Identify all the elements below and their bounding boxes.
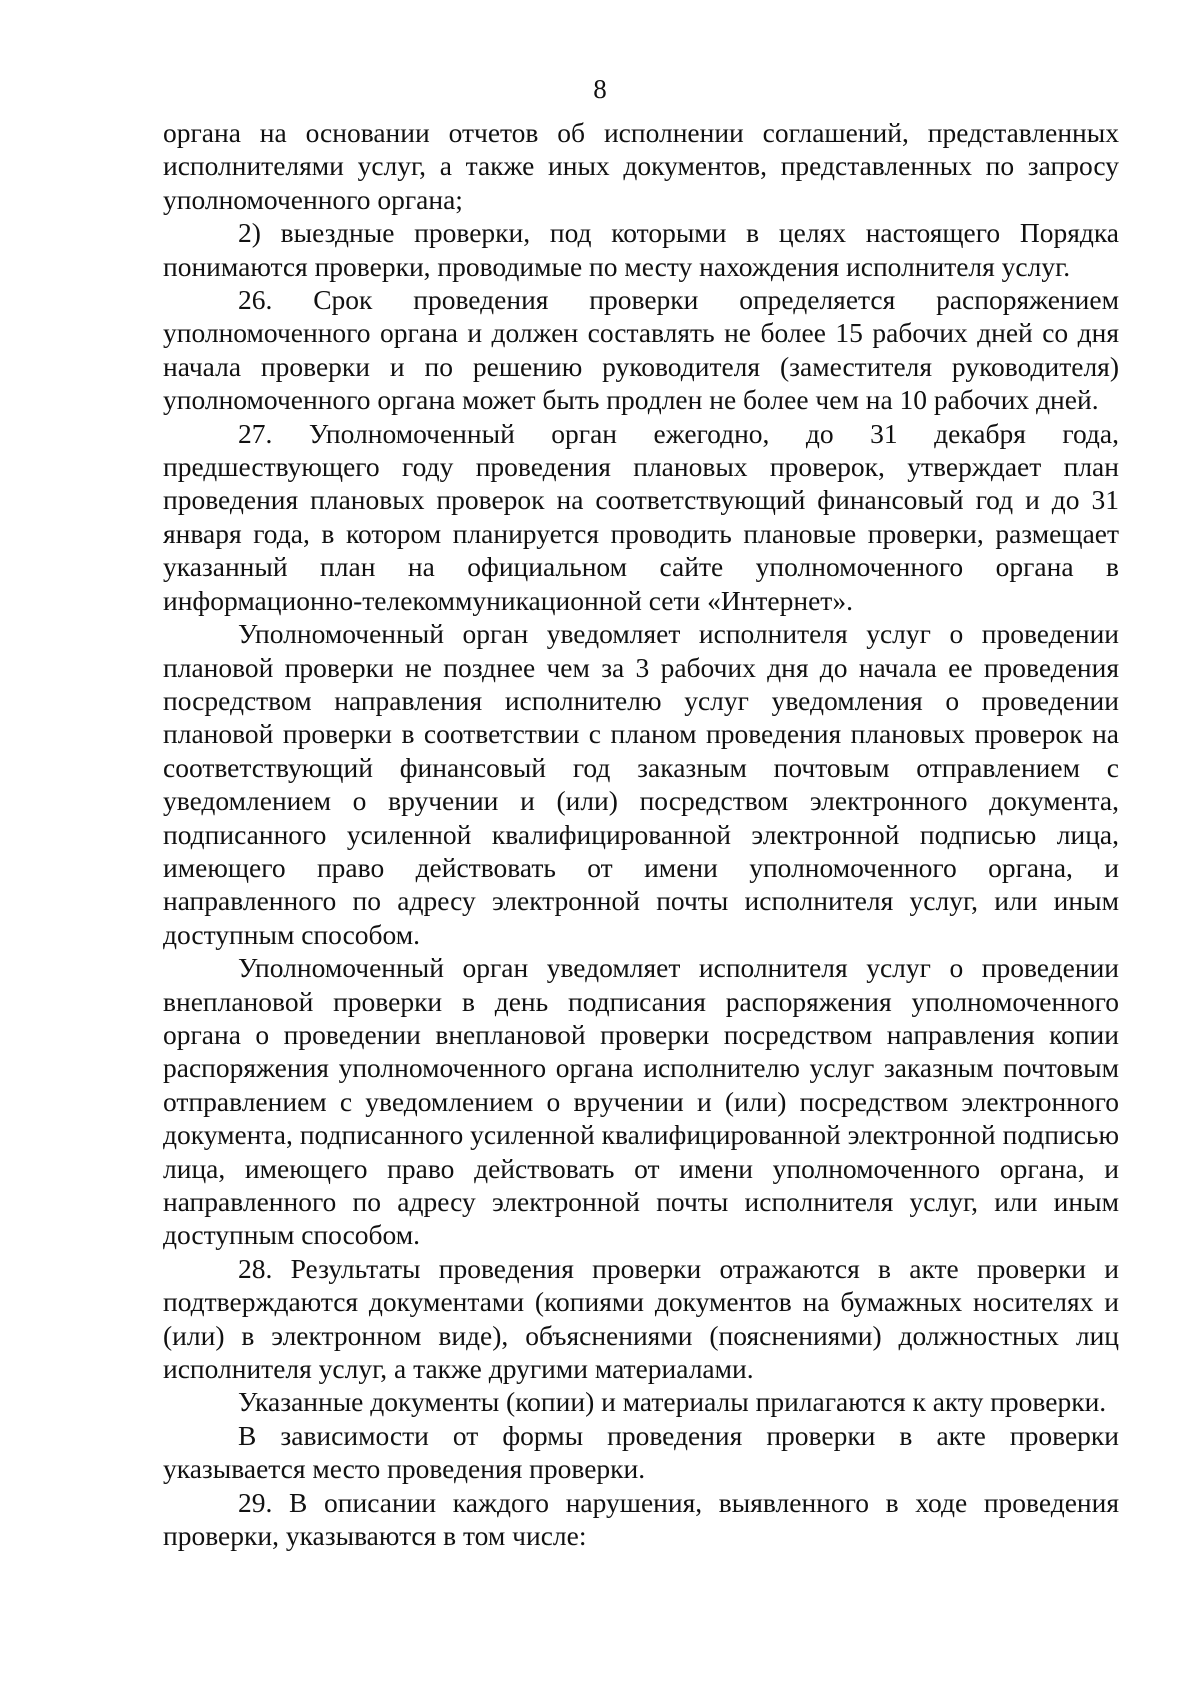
paragraph-26-inspection-term: 26. Срок проведения проверки определяется распоряжением уполномоченного органа и должен составлять не более 15 рабочих дней со дня начала проверки и по решению руководителя (заместителя руководителя) уполномоченного органа может быть продлен не более чем на 10 рабочих дней.: [163, 284, 1119, 416]
page-number: 8: [593, 74, 607, 104]
paragraph-inspection-place: В зависимости от формы проведения проверки в акте проверки указывается место проведения проверки.: [163, 1419, 1119, 1485]
paragraph-unplanned-inspection-notice: Уполномоченный орган уведомляет исполнителя услуг о проведении внеплановой проверки в день подписания распоряжения уполномоченного органа о проведении внеплановой проверки посредством направления копии распоряжения уполномоченного органа исполнителю услуг заказным почтовым отправлением с уведомлением о вручении и (или) посредством электронного документа, подписанного усиленной квалифицированной электронной подписью лица, имеющего право действовать от имени уполномоченного органа, и направленного по адресу электронной почты исполнителя услуг, или иным доступным способом.: [163, 952, 1119, 1251]
paragraph-attached-documents: Указанные документы (копии) и материалы прилагаются к акту проверки.: [238, 1386, 1107, 1418]
paragraph-continuation: органа на основании отчетов об исполнении соглашений, представленных исполнителями услуг, а также иных документов, представленных по запросу уполномоченного органа;: [163, 117, 1119, 215]
paragraph-28-inspection-results: 28. Результаты проведения проверки отражаются в акте проверки и подтверждаются документами (копиями документов на бумажных носителях и (или) в электронном виде), объяснениями (пояснениями) должностных лиц исполнителя услуг, а также другими материалами.: [163, 1252, 1119, 1385]
paragraph-onsite-inspections: 2) выездные проверки, под которыми в целях настоящего Порядка понимаются проверки, проводимые по месту нахождения исполнителя услуг.: [163, 217, 1119, 282]
paragraph-29-violation-description: 29. В описании каждого нарушения, выявленного в ходе проведения проверки, указываются в том числе:: [163, 1486, 1119, 1552]
document-body: [163, 116, 1119, 1552]
paragraph-27-annual-plan: 27. Уполномоченный орган ежегодно, до 31 декабря года, предшествующего году проведения плановых проверок, утверждает план проведения плановых проверок на соответствующий финансовый год и до 31 января года, в котором планируется проводить плановые проверки, размещает указанный план на официальном сайте уполномоченного органа в информационно-телекоммуникационной сети «Интернет».: [163, 417, 1119, 616]
paragraph-planned-inspection-notice: Уполномоченный орган уведомляет исполнителя услуг о проведении плановой проверки не позднее чем за 3 рабочих дня до начала ее проведения посредством направления исполнителю услуг уведомления о проведении плановой проверки в соответствии с планом проведения плановых проверок на соответствующий финансовый год заказным почтовым отправлением с уведомлением о вручении и (или) посредством электронного документа, подписанного усиленной квалифицированной электронной подписью лица, имеющего право действовать от имени уполномоченного органа, и направленного по адресу электронной почты исполнителя услуг, или иным доступным способом.: [163, 618, 1119, 950]
